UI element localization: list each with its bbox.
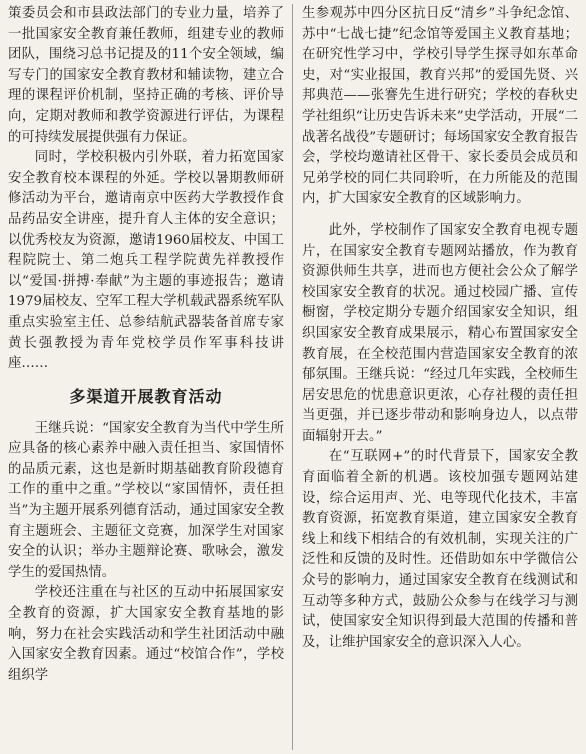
article-columns <box>8 4 578 686</box>
left-column <box>8 4 284 686</box>
paragraph: 在“互联网+”的时代背景下，国家安全教育面临着全新的机遇。该校加强专题网站建设，综合运用声、光、电等现代化技术，丰富教育资源，拓宽教育渠道，建立国家安全教育线上和线下相结合的有效机制，实现关注的广泛性和反馈的及时性。还借助如东中学微信公众号的影响力，通过国家安全教育在线测试和互动等多种方式，鼓励公众参与在线学习与测试，使国家安全知识得到最大范围的传播和普及，让维护国家安全的意识深入人心。 <box>302 449 578 650</box>
right-column <box>302 4 578 686</box>
paragraph: 学校还注重在与社区的互动中拓展国家安全教育的资源，扩大国家安全教育基地的影响，努力在社会实践活动和学生社团活动中融入国家安全教育因素。通过“校馆合作”，学校组织学 <box>8 585 284 683</box>
paragraph-continued: 生参观苏中四分区抗日反“清乡”斗争纪念馆、苏中“七战七捷”纪念馆等爱国主义教育基地；在研究性学习中，学校引导学生探寻如东革命史，对“实业报国，教育兴邦”的爱国先贤、兴邦典范——张謇先生进行研究；学校的春秋史学社组织“让历史告诉未来”史学活动，开展“二战著名战役”专题研讨；每场国家安全教育报告会，学校均邀请社区骨干、家长委员会成员和兄弟学校的同仁共同聆听，在力所能及的范围内，扩大国家安全教育的区域影响力。 <box>302 6 578 207</box>
column-divider <box>292 4 293 750</box>
paragraph: 同时，学校积极内引外联，着力拓宽国家安全教育校本课程的外延。学校以暑期教师研修活动为平台，邀请南京中医药大学教授作食品药品安全讲座，提升育人主体的安全意识；以优秀校友为资源，邀请1960届校友、中国工程院院士、第二炮兵工程学院黄先祥教授作以“爱国·拼搏·奉献”为主题的事迹报告；邀请1979届校友、空军工程大学机载武器系统军队重点实验室主任、总参结航武器装备首席专家黄长强教授为青年党校学员作军事科技讲座…… <box>8 150 284 372</box>
paragraph: 此外，学校制作了国家安全教育电视专题片，在国家安全教育专题网站播放，作为教育资源供师生共享，进而也方便社会公众了解学校国家安全教育的状况。通过校园广播、宣传橱窗，学校定期分专题介绍国家安全知识，组织国家安全教育成果展示，精心布置国家安全教育展，在全校范围内营造国家安全教育的浓郁氛围。王继兵说：“经过几年实践，全校师生居安思危的忧患意识更浓，心存社稷的责任担当更强，并已逐步带动和影响身边人，以点带面辐射开去。” <box>302 222 578 444</box>
section-heading: 多渠道开展教育活动 <box>69 386 223 406</box>
paragraph-continued: 策委员会和市县政法部门的专业力量，培养了一批国家安全教育兼任教师，组建专业的教师团队，围绕习总书记提及的11个安全领域，编写专门的国家安全教育教材和辅读物，建立合理的课程评价机制，坚持正确的考核、评价导向，定期对教师和教学资源进行评估，为课程的可持续发展提供强有力保证。 <box>8 6 284 145</box>
paragraph: 王继兵说：“国家安全教育为当代中学生所应具备的核心素养中融入责任担当、家国情怀的品质元素，这也是新时期基础教育阶段德育工作的重中之重。”学校以“家国情怀，责任担当”为主题开展系列德育活动，通过国家安全教育主题班会、主题征文竞赛，加深学生对国家安全的认识；举办主题辩论赛、歌咏会，激发学生的爱国热情。 <box>8 420 284 580</box>
